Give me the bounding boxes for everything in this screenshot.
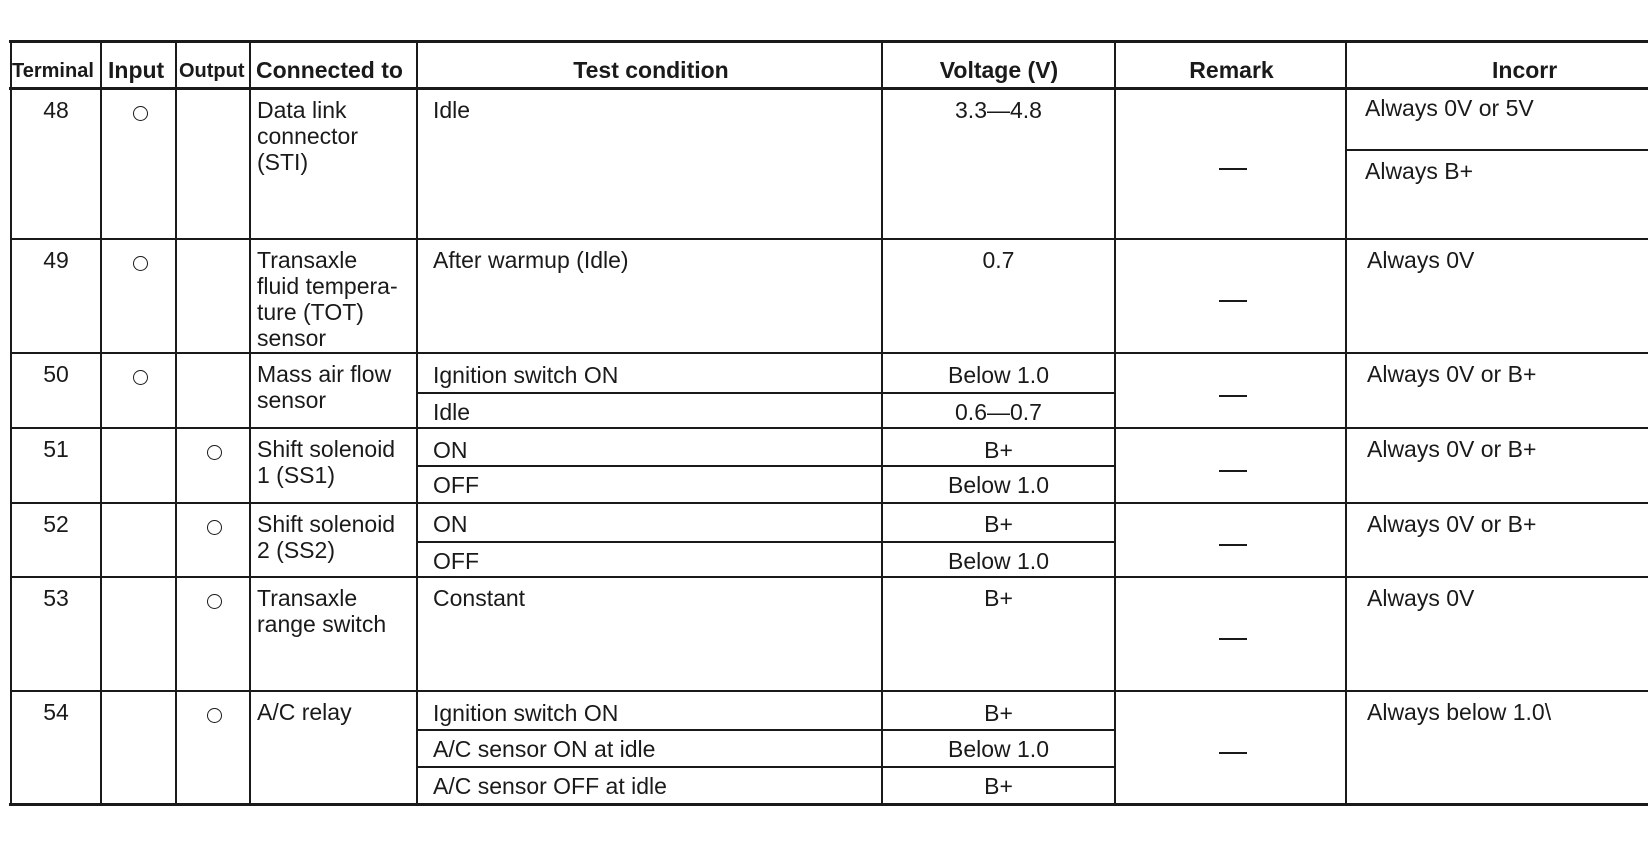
sub-row-divider-3-0 <box>417 465 1115 467</box>
voltage-cell: Below 1.0 <box>947 548 1049 574</box>
incorrect-voltage-cell: Always 0V or B+ <box>1367 361 1537 387</box>
voltage-cell: B+ <box>984 773 1013 799</box>
voltage-cell: Below 1.0 <box>947 736 1049 762</box>
header-test-condition: Test condition <box>573 57 729 83</box>
header-terminal: Terminal <box>12 60 94 82</box>
connected-to-cell: Data link connector (STI) <box>257 97 359 175</box>
voltage-cell: Below 1.0 <box>947 362 1049 388</box>
incorrect-divider-0-0 <box>1346 149 1648 151</box>
test-condition-cell: A/C sensor OFF at idle <box>433 773 667 799</box>
connected-to-cell: Shift solenoid 2 (SS2) <box>257 511 396 563</box>
sub-row-divider-6-0 <box>417 729 1115 731</box>
voltage-cell: B+ <box>984 437 1013 463</box>
remark-dash <box>1219 300 1247 302</box>
voltage-cell: B+ <box>984 511 1013 537</box>
voltage-cell: 0.7 <box>982 247 1015 273</box>
terminal-number: 51 <box>43 436 69 462</box>
header-input: Input <box>108 57 165 83</box>
test-condition-cell: Constant <box>433 585 526 611</box>
remark-dash <box>1219 470 1247 472</box>
table-top-border <box>9 40 1648 43</box>
test-condition-cell: Ignition switch ON <box>433 700 619 726</box>
row-divider-5 <box>11 576 1648 578</box>
header-voltage: Voltage (V) <box>939 57 1059 83</box>
sub-row-divider-6-1 <box>417 766 1115 768</box>
input-circle-icon <box>133 370 148 385</box>
table-bottom-border <box>9 803 1648 806</box>
remark-dash <box>1219 168 1247 170</box>
header-bottom-border <box>9 87 1648 90</box>
row-divider-1 <box>11 238 1648 240</box>
voltage-cell: 3.3—4.8 <box>955 97 1042 123</box>
incorrect-voltage-cell: Always below 1.0\ <box>1367 699 1552 725</box>
sub-row-divider-4-0 <box>417 541 1115 543</box>
row-divider-3 <box>11 427 1648 429</box>
incorrect-voltage-cell: Always B+ <box>1365 158 1474 184</box>
connected-to-cell: Shift solenoid 1 (SS1) <box>257 436 396 488</box>
terminal-number: 52 <box>43 511 69 537</box>
voltage-cell: Below 1.0 <box>947 472 1049 498</box>
voltage-cell: 0.6—0.7 <box>955 399 1042 425</box>
input-circle-icon <box>133 106 148 121</box>
remark-dash <box>1219 544 1247 546</box>
test-condition-cell: Idle <box>433 399 471 425</box>
row-divider-4 <box>11 502 1648 504</box>
connected-to-cell: A/C relay <box>257 699 352 725</box>
sub-row-divider-2-0 <box>417 392 1115 394</box>
voltage-cell: B+ <box>984 700 1013 726</box>
terminal-number: 53 <box>43 585 69 611</box>
remark-dash <box>1219 638 1247 640</box>
test-condition-cell: OFF <box>433 548 479 574</box>
test-condition-cell: After warmup (Idle) <box>433 247 629 273</box>
test-condition-cell: ON <box>433 511 468 537</box>
terminal-number: 49 <box>43 247 69 273</box>
header-incorrect: Incorr <box>1492 57 1558 83</box>
output-circle-icon <box>207 445 222 460</box>
terminal-number: 54 <box>43 699 69 725</box>
row-divider-6 <box>11 690 1648 692</box>
test-condition-cell: A/C sensor ON at idle <box>433 736 656 762</box>
incorrect-voltage-cell: Always 0V or B+ <box>1367 436 1537 462</box>
test-condition-cell: Ignition switch ON <box>433 362 619 388</box>
remark-dash <box>1219 395 1247 397</box>
row-divider-2 <box>11 352 1648 354</box>
test-condition-cell: Idle <box>433 97 471 123</box>
connected-to-cell: Mass air flow sensor <box>257 361 392 413</box>
voltage-cell: B+ <box>984 585 1013 611</box>
incorrect-voltage-cell: Always 0V <box>1367 585 1475 611</box>
incorrect-voltage-cell: Always 0V <box>1367 247 1475 273</box>
header-output: Output <box>179 60 245 82</box>
incorrect-voltage-cell: Always 0V or B+ <box>1367 511 1537 537</box>
connected-to-cell: Transaxle fluid tempera- ture (TOT) sensor <box>257 247 398 351</box>
header-connected-to: Connected to <box>256 57 403 83</box>
terminal-number: 48 <box>43 97 69 123</box>
remark-dash <box>1219 752 1247 754</box>
output-circle-icon <box>207 708 222 723</box>
input-circle-icon <box>133 256 148 271</box>
incorrect-voltage-cell: Always 0V or 5V <box>1365 95 1534 121</box>
test-condition-cell: ON <box>433 437 468 463</box>
connected-to-cell: Transaxle range switch <box>257 585 387 637</box>
terminal-number: 50 <box>43 361 69 387</box>
output-circle-icon <box>207 520 222 535</box>
test-condition-cell: OFF <box>433 472 479 498</box>
header-remark: Remark <box>1189 57 1274 83</box>
output-circle-icon <box>207 594 222 609</box>
